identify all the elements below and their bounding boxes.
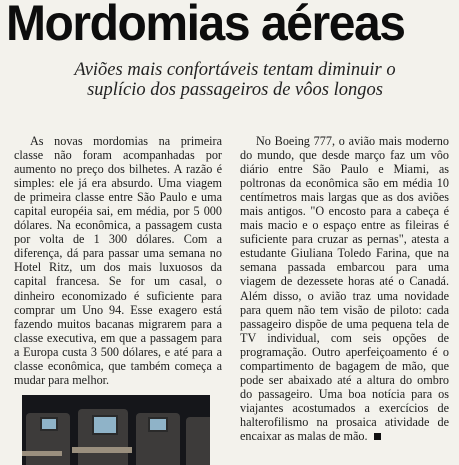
subtitle: Aviões mais confortáveis tentam diminuir o suplício dos passageiros de vôos longos [74, 60, 396, 100]
right-column [240, 134, 449, 443]
end-mark [374, 433, 381, 440]
cabin-photo [22, 395, 210, 465]
left-column [14, 134, 222, 387]
left-column-text: As novas mordomias na primeira classe não foram acompanhadas por aumento no preço dos bilhetes. A razão é simples: ele já era absurdo. Uma viagem de primeira classe entre São Paulo e uma capital européia sai, em média, por 5 000 dólares. Na econômica, a passagem custa por volta de 1 300 dólares. Com a diferença, dá para passar uma semana no Hotel Ritz, um dos mais luxuosos da capital francesa. Se for um casal, o dinheiro economizado é suficiente para comprar um Uno 94. Esse exagero está fazendo muitos bacanas migrarem para a classe executiva, em que a passagem para a Europa custa 3 500 dólares, e até para a classe econômica, que também começa a mudar para melhor. [14, 134, 222, 387]
right-column-text: No Boeing 777, o avião mais moderno do mundo, que desde março faz um vôo diário entre São Paulo e Miami, as poltronas da econômica são em média 10 centímetros mais largas que as dos aviões mais antigos. "O encosto para a cabeça é mais macio e o espaço entre as fileiras é suficiente para cruzar as pernas", atesta a estudante Giuliana Toledo Farina, que na semana passada embarcou para uma viagem de dezessete horas até o Canadá. Além disso, o avião traz uma novidade para quem não tem visão de piloto: cada passageiro dispõe de uma pequena tela de TV individual, com seis opções de programação. Outro aperfeiçoamento é o compartimento de bagagem de mão, que pode ser abaixado até a altura do ombro do passageiro. Uma boa notícia para os viajantes acostumados a exercícios de halterofilismo na prosaica atividade de encaixar as malas de mão. [240, 134, 449, 443]
headline: Mordomias aéreas [6, 0, 405, 51]
